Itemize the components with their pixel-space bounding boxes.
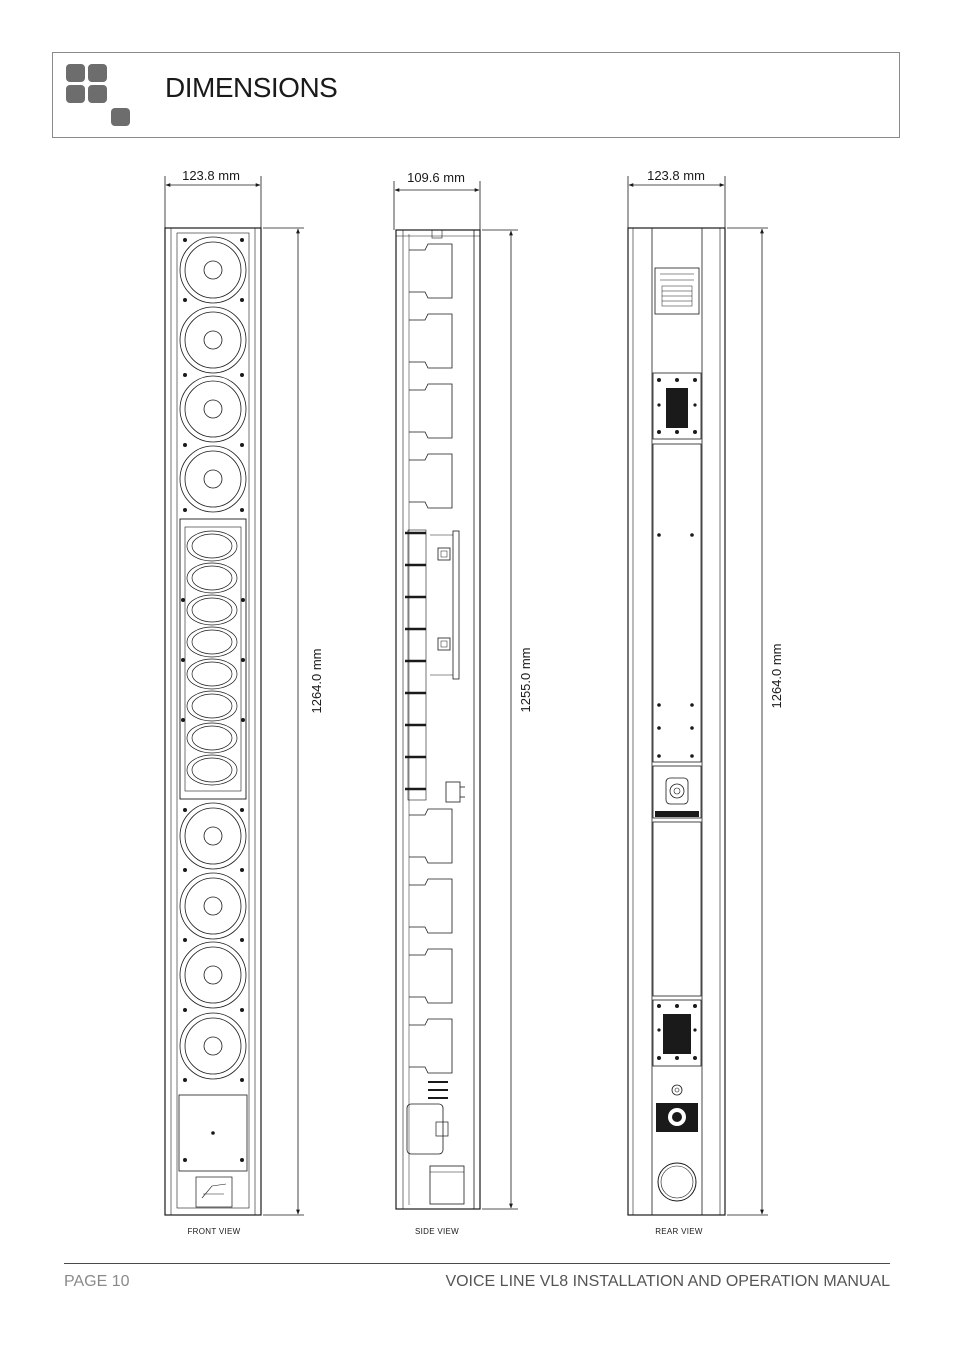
front-height-label: 1264.0 mm — [309, 648, 324, 714]
side-height-label: 1255.0 mm — [518, 647, 533, 713]
side-view — [394, 181, 518, 1209]
front-view — [165, 176, 304, 1215]
page-number: PAGE 10 — [64, 1273, 130, 1290]
front-width-label: 123.8 mm — [182, 168, 240, 183]
rear-view — [628, 176, 768, 1215]
rear-width-label: 123.8 mm — [647, 168, 705, 183]
footer-rule — [64, 1263, 890, 1264]
rear-view-label: REAR VIEW — [655, 1227, 703, 1236]
rear-height-label: 1264.0 mm — [769, 643, 784, 709]
side-width-label: 109.6 mm — [407, 170, 465, 185]
page-title: DIMENSIONS — [165, 72, 338, 103]
manual-title: VOICE LINE VL8 INSTALLATION AND OPERATION MANUAL — [445, 1273, 890, 1290]
front-view-label: FRONT VIEW — [187, 1227, 241, 1236]
side-view-label: SIDE VIEW — [414, 1227, 460, 1236]
